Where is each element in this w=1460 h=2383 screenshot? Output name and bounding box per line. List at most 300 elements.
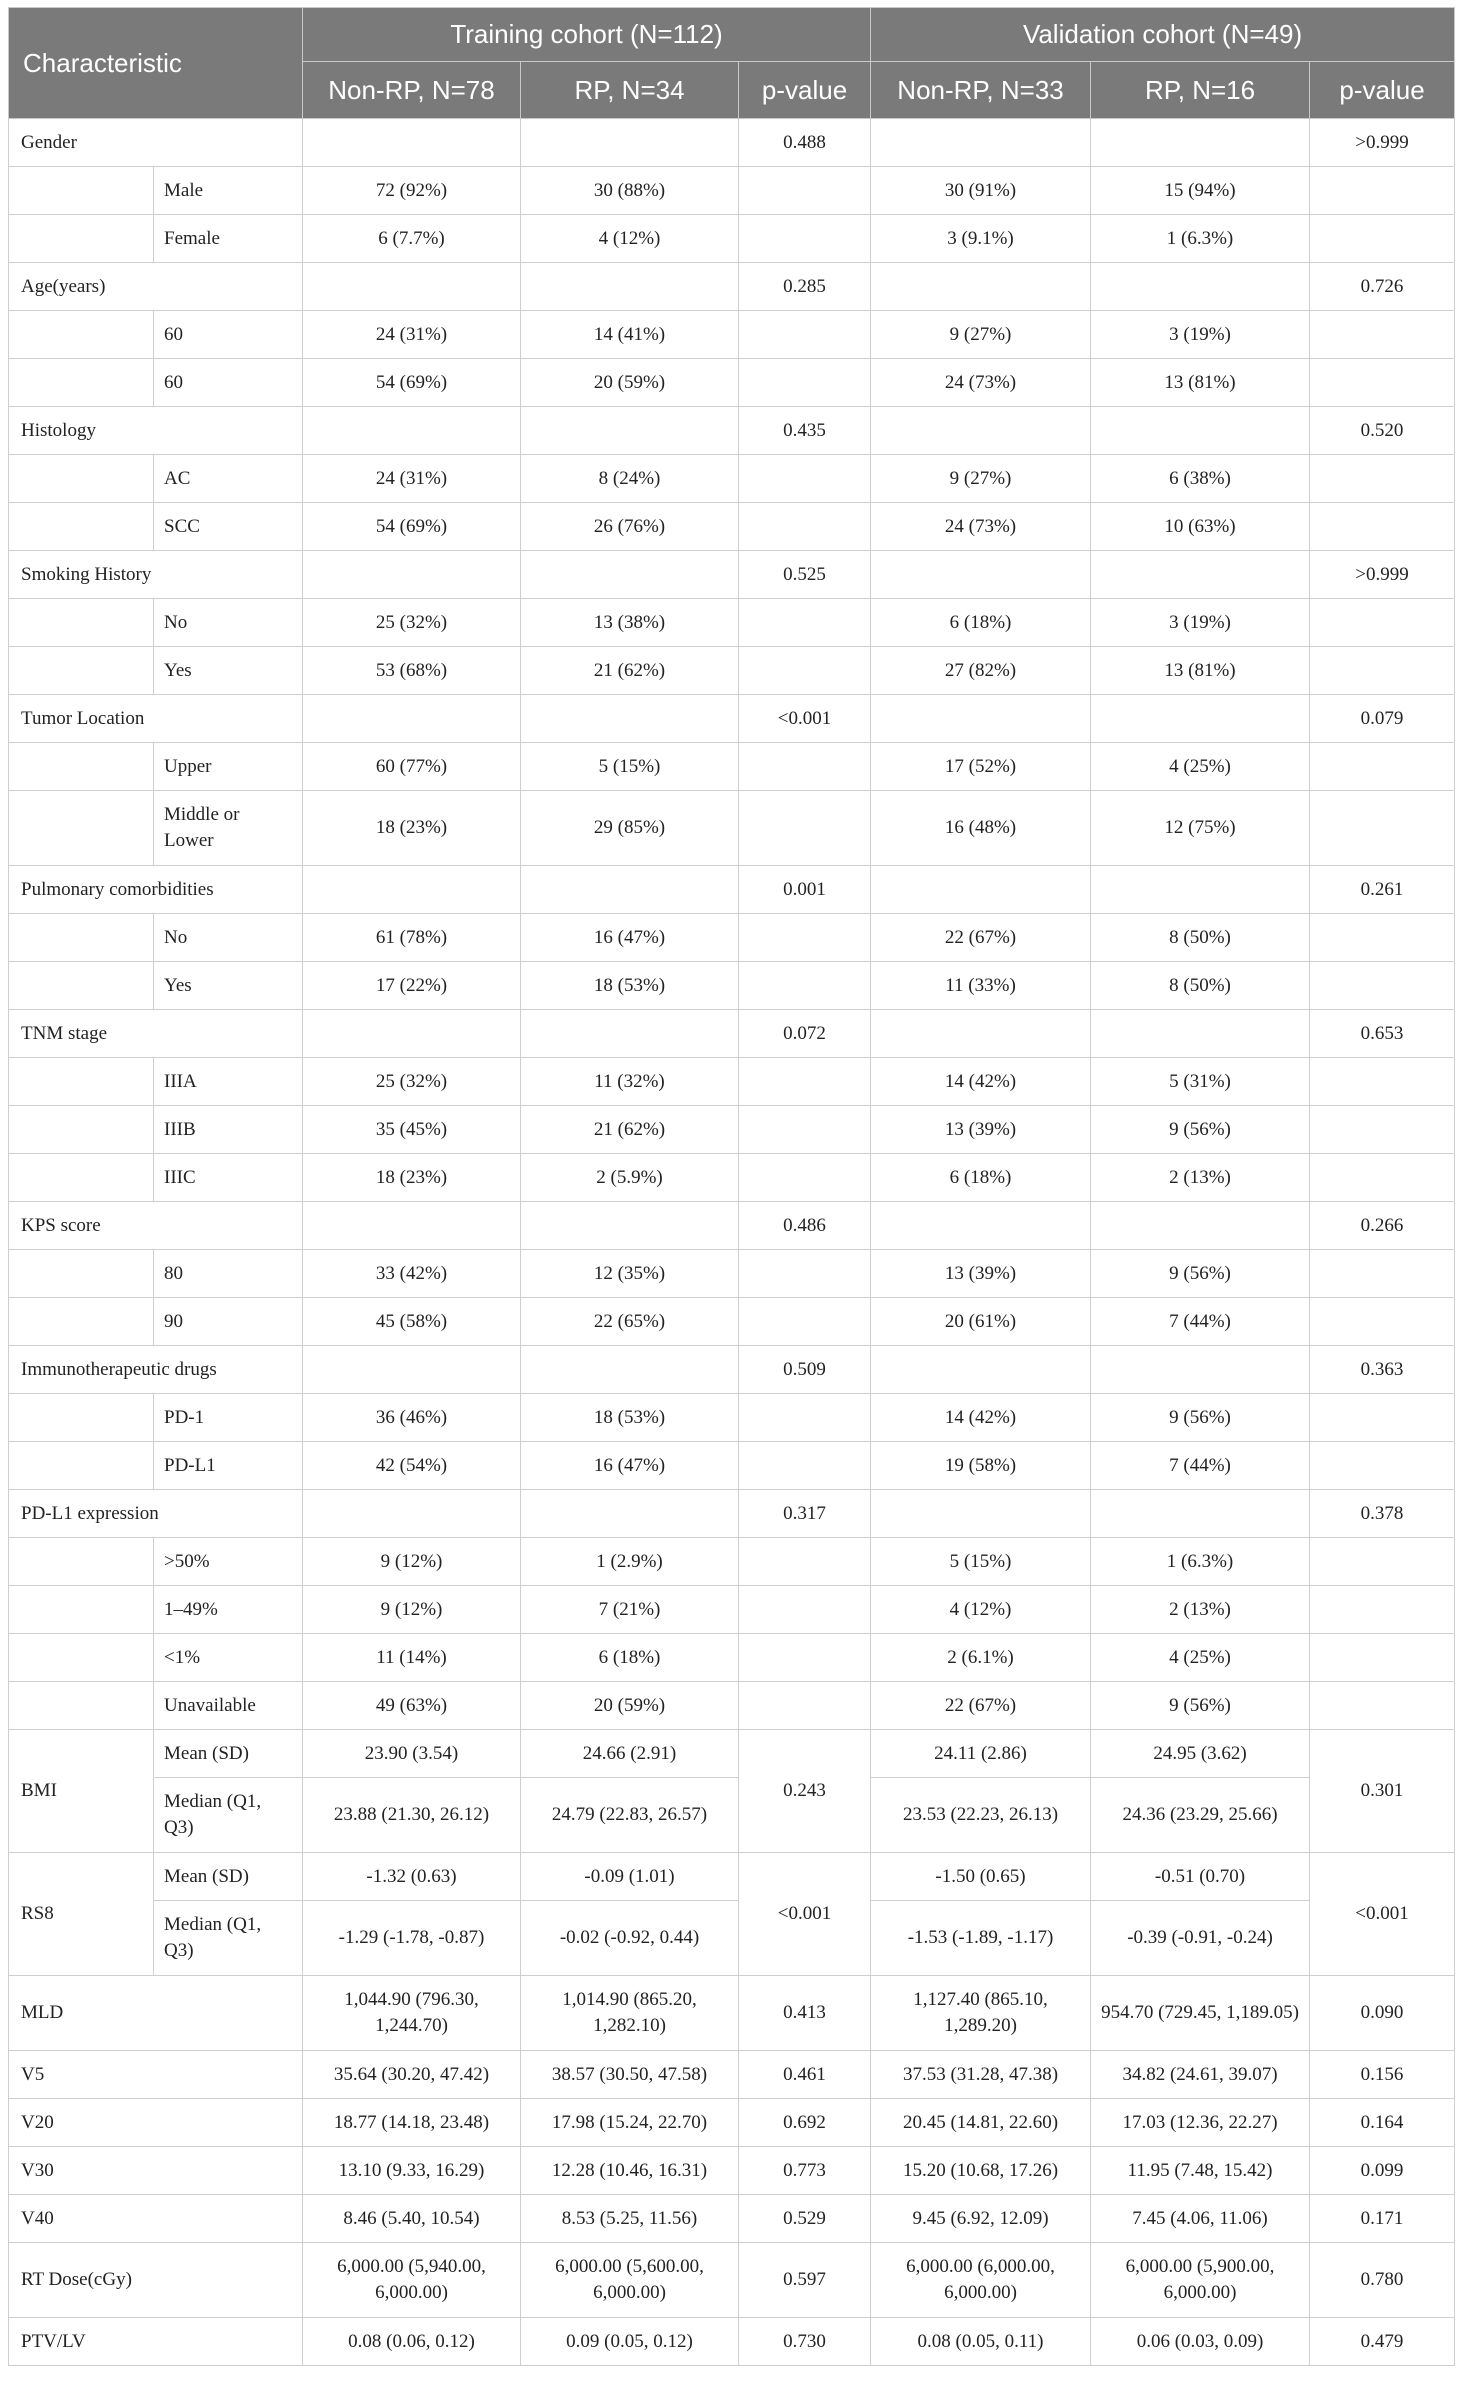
- empty-cell: [521, 1346, 739, 1394]
- validation-rp-value: 24.95 (3.62): [1091, 1730, 1310, 1778]
- validation-nonrp-value: 6,000.00 (6,000.00, 6,000.00): [871, 2243, 1091, 2318]
- validation-rp-value: 8 (50%): [1091, 914, 1310, 962]
- validation-nonrp-value: 0.08 (0.05, 0.11): [871, 2318, 1091, 2366]
- validation-rp-value: 7 (44%): [1091, 1298, 1310, 1346]
- training-rp-value: 6 (18%): [521, 1634, 739, 1682]
- empty-cell: [1310, 1058, 1455, 1106]
- training-nonrp-value: 6,000.00 (5,940.00, 6,000.00): [303, 2243, 521, 2318]
- training-nonrp-value: 72 (92%): [303, 167, 521, 215]
- table-row: [9, 695, 1455, 743]
- empty-cell: [871, 1010, 1091, 1058]
- validation-p-value: 0.479: [1310, 2318, 1455, 2366]
- training-rp-value: 17.98 (15.24, 22.70): [521, 2099, 739, 2147]
- validation-rp-value: 24.36 (23.29, 25.66): [1091, 1778, 1310, 1853]
- training-rp-value: 1,014.90 (865.20, 1,282.10): [521, 1976, 739, 2051]
- subcategory-label: Female: [154, 215, 303, 263]
- empty-cell: [871, 866, 1091, 914]
- training-nonrp-value: 9 (12%): [303, 1538, 521, 1586]
- validation-p-value: 0.378: [1310, 1490, 1455, 1538]
- empty-cell: [739, 1586, 871, 1634]
- table-row: [9, 1976, 1455, 2051]
- training-p-value: 0.461: [739, 2051, 871, 2099]
- training-rp-value: -0.02 (-0.92, 0.44): [521, 1901, 739, 1976]
- validation-rp-value: 6 (38%): [1091, 455, 1310, 503]
- training-rp-value: 2 (5.9%): [521, 1154, 739, 1202]
- table-row: [9, 263, 1455, 311]
- empty-cell: [739, 791, 871, 866]
- indent-cell: [9, 167, 154, 215]
- table-row: [9, 215, 1455, 263]
- empty-cell: [1091, 407, 1310, 455]
- empty-cell: [303, 119, 521, 167]
- training-nonrp-value: 0.08 (0.06, 0.12): [303, 2318, 521, 2366]
- training-nonrp-value: 6 (7.7%): [303, 215, 521, 263]
- table-body: [9, 119, 1455, 2366]
- training-rp-value: 20 (59%): [521, 1682, 739, 1730]
- empty-cell: [871, 695, 1091, 743]
- training-nonrp-value: 61 (78%): [303, 914, 521, 962]
- validation-p-value: 0.301: [1310, 1730, 1455, 1853]
- validation-p-value: 0.780: [1310, 2243, 1455, 2318]
- table-row: [9, 647, 1455, 695]
- empty-cell: [871, 1202, 1091, 1250]
- training-rp-value: 16 (47%): [521, 914, 739, 962]
- table-row: [9, 1853, 1455, 1901]
- category-label: BMI: [9, 1730, 154, 1853]
- training-p-value: <0.001: [739, 695, 871, 743]
- training-rp-value: 24.66 (2.91): [521, 1730, 739, 1778]
- subcategory-label: Male: [154, 167, 303, 215]
- table-row: [9, 2243, 1455, 2318]
- validation-rp-value: 4 (25%): [1091, 1634, 1310, 1682]
- empty-cell: [739, 914, 871, 962]
- indent-cell: [9, 647, 154, 695]
- table-row: [9, 743, 1455, 791]
- empty-cell: [1310, 1442, 1455, 1490]
- validation-rp-value: 2 (13%): [1091, 1586, 1310, 1634]
- training-p-value: 0.072: [739, 1010, 871, 1058]
- empty-cell: [303, 1490, 521, 1538]
- table-row: [9, 1538, 1455, 1586]
- validation-nonrp-value: 24 (73%): [871, 359, 1091, 407]
- empty-cell: [739, 455, 871, 503]
- training-rp-value: 1 (2.9%): [521, 1538, 739, 1586]
- indent-cell: [9, 1106, 154, 1154]
- table-row: [9, 1778, 1455, 1853]
- category-label: V20: [9, 2099, 303, 2147]
- table-row: [9, 2195, 1455, 2243]
- validation-p-value: 0.726: [1310, 263, 1455, 311]
- empty-cell: [739, 743, 871, 791]
- validation-nonrp-value: 22 (67%): [871, 1682, 1091, 1730]
- validation-p-value: 0.266: [1310, 1202, 1455, 1250]
- validation-rp-value: -0.39 (-0.91, -0.24): [1091, 1901, 1310, 1976]
- header-characteristic: Characteristic: [9, 8, 303, 119]
- header-col-training-rp: RP, N=34: [521, 62, 739, 119]
- empty-cell: [1091, 1490, 1310, 1538]
- empty-cell: [303, 1202, 521, 1250]
- header-col-training-nonrp: Non-RP, N=78: [303, 62, 521, 119]
- empty-cell: [871, 1346, 1091, 1394]
- validation-nonrp-value: 4 (12%): [871, 1586, 1091, 1634]
- subcategory-label: PD-L1: [154, 1442, 303, 1490]
- empty-cell: [1310, 914, 1455, 962]
- subcategory-label: Median (Q1, Q3): [154, 1778, 303, 1853]
- empty-cell: [871, 407, 1091, 455]
- validation-nonrp-value: 14 (42%): [871, 1394, 1091, 1442]
- training-nonrp-value: 42 (54%): [303, 1442, 521, 1490]
- header-col-validation-nonrp: Non-RP, N=33: [871, 62, 1091, 119]
- training-rp-value: 22 (65%): [521, 1298, 739, 1346]
- validation-p-value: 0.164: [1310, 2099, 1455, 2147]
- table-row: [9, 1901, 1455, 1976]
- indent-cell: [9, 1394, 154, 1442]
- training-nonrp-value: 25 (32%): [303, 599, 521, 647]
- empty-cell: [1310, 743, 1455, 791]
- validation-nonrp-value: 15.20 (10.68, 17.26): [871, 2147, 1091, 2195]
- subcategory-label: Upper: [154, 743, 303, 791]
- empty-cell: [303, 1346, 521, 1394]
- training-nonrp-value: 35 (45%): [303, 1106, 521, 1154]
- table-row: [9, 551, 1455, 599]
- training-nonrp-value: -1.29 (-1.78, -0.87): [303, 1901, 521, 1976]
- validation-nonrp-value: 9 (27%): [871, 311, 1091, 359]
- indent-cell: [9, 359, 154, 407]
- validation-nonrp-value: 20 (61%): [871, 1298, 1091, 1346]
- empty-cell: [871, 1490, 1091, 1538]
- validation-nonrp-value: 6 (18%): [871, 1154, 1091, 1202]
- training-rp-value: 26 (76%): [521, 503, 739, 551]
- table-row: [9, 1058, 1455, 1106]
- training-rp-value: 12 (35%): [521, 1250, 739, 1298]
- empty-cell: [739, 1394, 871, 1442]
- empty-cell: [303, 407, 521, 455]
- validation-rp-value: 3 (19%): [1091, 599, 1310, 647]
- subcategory-label: No: [154, 914, 303, 962]
- validation-rp-value: 9 (56%): [1091, 1394, 1310, 1442]
- validation-rp-value: 954.70 (729.45, 1,189.05): [1091, 1976, 1310, 2051]
- validation-p-value: 0.099: [1310, 2147, 1455, 2195]
- empty-cell: [739, 1682, 871, 1730]
- training-rp-value: 13 (38%): [521, 599, 739, 647]
- training-rp-value: 24.79 (22.83, 26.57): [521, 1778, 739, 1853]
- validation-p-value: 0.363: [1310, 1346, 1455, 1394]
- validation-rp-value: 8 (50%): [1091, 962, 1310, 1010]
- indent-cell: [9, 311, 154, 359]
- header-col-validation-pvalue: p-value: [1310, 62, 1455, 119]
- validation-rp-value: 5 (31%): [1091, 1058, 1310, 1106]
- table-row: [9, 503, 1455, 551]
- validation-nonrp-value: 24.11 (2.86): [871, 1730, 1091, 1778]
- category-label: MLD: [9, 1976, 303, 2051]
- empty-cell: [739, 503, 871, 551]
- table-row: [9, 1106, 1455, 1154]
- category-label: V30: [9, 2147, 303, 2195]
- empty-cell: [1091, 263, 1310, 311]
- training-p-value: 0.285: [739, 263, 871, 311]
- empty-cell: [1310, 1250, 1455, 1298]
- training-rp-value: 38.57 (30.50, 47.58): [521, 2051, 739, 2099]
- category-label: Immunotherapeutic drugs: [9, 1346, 303, 1394]
- training-rp-value: 14 (41%): [521, 311, 739, 359]
- empty-cell: [739, 1634, 871, 1682]
- header-col-validation-rp: RP, N=16: [1091, 62, 1310, 119]
- validation-nonrp-value: 9 (27%): [871, 455, 1091, 503]
- training-nonrp-value: -1.32 (0.63): [303, 1853, 521, 1901]
- empty-cell: [521, 1202, 739, 1250]
- training-p-value: 0.773: [739, 2147, 871, 2195]
- empty-cell: [521, 551, 739, 599]
- empty-cell: [1310, 1298, 1455, 1346]
- table-row: [9, 1154, 1455, 1202]
- table-row: [9, 1586, 1455, 1634]
- validation-p-value: 0.520: [1310, 407, 1455, 455]
- empty-cell: [1310, 215, 1455, 263]
- validation-rp-value: 15 (94%): [1091, 167, 1310, 215]
- subcategory-label: SCC: [154, 503, 303, 551]
- subcategory-label: IIIB: [154, 1106, 303, 1154]
- empty-cell: [739, 647, 871, 695]
- training-p-value: 0.001: [739, 866, 871, 914]
- training-nonrp-value: 49 (63%): [303, 1682, 521, 1730]
- validation-rp-value: 13 (81%): [1091, 647, 1310, 695]
- category-label: Histology: [9, 407, 303, 455]
- validation-nonrp-value: 17 (52%): [871, 743, 1091, 791]
- subcategory-label: 1–49%: [154, 1586, 303, 1634]
- category-label: V5: [9, 2051, 303, 2099]
- training-nonrp-value: 24 (31%): [303, 311, 521, 359]
- table-row: [9, 791, 1455, 866]
- validation-rp-value: 10 (63%): [1091, 503, 1310, 551]
- validation-nonrp-value: 23.53 (22.23, 26.13): [871, 1778, 1091, 1853]
- training-rp-value: 11 (32%): [521, 1058, 739, 1106]
- validation-nonrp-value: -1.53 (-1.89, -1.17): [871, 1901, 1091, 1976]
- empty-cell: [1310, 1538, 1455, 1586]
- validation-nonrp-value: 30 (91%): [871, 167, 1091, 215]
- empty-cell: [1091, 695, 1310, 743]
- empty-cell: [739, 1106, 871, 1154]
- validation-nonrp-value: 14 (42%): [871, 1058, 1091, 1106]
- table-row: [9, 1634, 1455, 1682]
- empty-cell: [739, 311, 871, 359]
- validation-p-value: 0.090: [1310, 1976, 1455, 2051]
- header-col-training-pvalue: p-value: [739, 62, 871, 119]
- subcategory-label: IIIC: [154, 1154, 303, 1202]
- training-rp-value: 5 (15%): [521, 743, 739, 791]
- empty-cell: [521, 263, 739, 311]
- table-row: [9, 407, 1455, 455]
- table-row: [9, 1730, 1455, 1778]
- empty-cell: [1310, 1106, 1455, 1154]
- training-p-value: 0.243: [739, 1730, 871, 1853]
- indent-cell: [9, 1298, 154, 1346]
- subcategory-label: Median (Q1, Q3): [154, 1901, 303, 1976]
- training-nonrp-value: 13.10 (9.33, 16.29): [303, 2147, 521, 2195]
- validation-nonrp-value: 13 (39%): [871, 1250, 1091, 1298]
- empty-cell: [739, 1538, 871, 1586]
- validation-rp-value: 13 (81%): [1091, 359, 1310, 407]
- header-training-cohort: Training cohort (N=112): [303, 8, 871, 62]
- indent-cell: [9, 962, 154, 1010]
- table-row: [9, 2051, 1455, 2099]
- training-nonrp-value: 9 (12%): [303, 1586, 521, 1634]
- category-label: Tumor Location: [9, 695, 303, 743]
- empty-cell: [1310, 1682, 1455, 1730]
- table-row: [9, 1490, 1455, 1538]
- table-row: [9, 1394, 1455, 1442]
- training-nonrp-value: 24 (31%): [303, 455, 521, 503]
- empty-cell: [1310, 359, 1455, 407]
- table-row: [9, 167, 1455, 215]
- validation-nonrp-value: 11 (33%): [871, 962, 1091, 1010]
- validation-rp-value: 11.95 (7.48, 15.42): [1091, 2147, 1310, 2195]
- training-nonrp-value: 18 (23%): [303, 791, 521, 866]
- training-nonrp-value: 8.46 (5.40, 10.54): [303, 2195, 521, 2243]
- training-nonrp-value: 36 (46%): [303, 1394, 521, 1442]
- training-rp-value: 8 (24%): [521, 455, 739, 503]
- validation-rp-value: 2 (13%): [1091, 1154, 1310, 1202]
- subcategory-label: 80: [154, 1250, 303, 1298]
- table-row: [9, 962, 1455, 1010]
- training-rp-value: -0.09 (1.01): [521, 1853, 739, 1901]
- validation-rp-value: -0.51 (0.70): [1091, 1853, 1310, 1901]
- category-label: RT Dose(cGy): [9, 2243, 303, 2318]
- empty-cell: [739, 215, 871, 263]
- training-rp-value: 18 (53%): [521, 962, 739, 1010]
- validation-p-value: >0.999: [1310, 551, 1455, 599]
- validation-p-value: <0.001: [1310, 1853, 1455, 1976]
- validation-rp-value: 3 (19%): [1091, 311, 1310, 359]
- table-row: [9, 1010, 1455, 1058]
- empty-cell: [1091, 866, 1310, 914]
- training-rp-value: 29 (85%): [521, 791, 739, 866]
- training-rp-value: 0.09 (0.05, 0.12): [521, 2318, 739, 2366]
- validation-nonrp-value: 3 (9.1%): [871, 215, 1091, 263]
- validation-rp-value: 9 (56%): [1091, 1106, 1310, 1154]
- validation-rp-value: 0.06 (0.03, 0.09): [1091, 2318, 1310, 2366]
- training-rp-value: 12.28 (10.46, 16.31): [521, 2147, 739, 2195]
- empty-cell: [739, 359, 871, 407]
- indent-cell: [9, 1058, 154, 1106]
- table-row: [9, 914, 1455, 962]
- validation-nonrp-value: 37.53 (31.28, 47.38): [871, 2051, 1091, 2099]
- validation-rp-value: 6,000.00 (5,900.00, 6,000.00): [1091, 2243, 1310, 2318]
- training-nonrp-value: 18.77 (14.18, 23.48): [303, 2099, 521, 2147]
- empty-cell: [1310, 1154, 1455, 1202]
- validation-p-value: >0.999: [1310, 119, 1455, 167]
- indent-cell: [9, 1682, 154, 1730]
- subcategory-label: >50%: [154, 1538, 303, 1586]
- subcategory-label: Yes: [154, 647, 303, 695]
- training-p-value: 0.435: [739, 407, 871, 455]
- empty-cell: [739, 599, 871, 647]
- validation-nonrp-value: 13 (39%): [871, 1106, 1091, 1154]
- training-rp-value: 8.53 (5.25, 11.56): [521, 2195, 739, 2243]
- category-label: PTV/LV: [9, 2318, 303, 2366]
- subcategory-label: PD-1: [154, 1394, 303, 1442]
- validation-rp-value: 7 (44%): [1091, 1442, 1310, 1490]
- empty-cell: [1310, 503, 1455, 551]
- empty-cell: [1310, 791, 1455, 866]
- empty-cell: [739, 962, 871, 1010]
- training-rp-value: 16 (47%): [521, 1442, 739, 1490]
- subcategory-label: Middle or Lower: [154, 791, 303, 866]
- empty-cell: [1310, 1586, 1455, 1634]
- validation-rp-value: 17.03 (12.36, 22.27): [1091, 2099, 1310, 2147]
- category-label: Age(years): [9, 263, 303, 311]
- table-row: [9, 311, 1455, 359]
- validation-nonrp-value: 24 (73%): [871, 503, 1091, 551]
- empty-cell: [521, 407, 739, 455]
- table-row: [9, 2318, 1455, 2366]
- characteristics-table: [8, 7, 1455, 2366]
- training-nonrp-value: 35.64 (30.20, 47.42): [303, 2051, 521, 2099]
- training-nonrp-value: 54 (69%): [303, 503, 521, 551]
- validation-nonrp-value: 5 (15%): [871, 1538, 1091, 1586]
- table-row: [9, 1298, 1455, 1346]
- validation-p-value: 0.653: [1310, 1010, 1455, 1058]
- subcategory-label: <1%: [154, 1634, 303, 1682]
- training-nonrp-value: 53 (68%): [303, 647, 521, 695]
- training-rp-value: 20 (59%): [521, 359, 739, 407]
- empty-cell: [1310, 455, 1455, 503]
- subcategory-label: 60: [154, 359, 303, 407]
- empty-cell: [739, 167, 871, 215]
- subcategory-label: AC: [154, 455, 303, 503]
- empty-cell: [1310, 1634, 1455, 1682]
- category-label: TNM stage: [9, 1010, 303, 1058]
- empty-cell: [1310, 311, 1455, 359]
- validation-nonrp-value: 20.45 (14.81, 22.60): [871, 2099, 1091, 2147]
- table-row: [9, 1442, 1455, 1490]
- indent-cell: [9, 1442, 154, 1490]
- training-nonrp-value: 18 (23%): [303, 1154, 521, 1202]
- training-rp-value: 7 (21%): [521, 1586, 739, 1634]
- table-header: [9, 8, 1455, 119]
- training-p-value: 0.529: [739, 2195, 871, 2243]
- empty-cell: [739, 1250, 871, 1298]
- table-row: [9, 1202, 1455, 1250]
- training-rp-value: 21 (62%): [521, 1106, 739, 1154]
- table-row: [9, 359, 1455, 407]
- indent-cell: [9, 1250, 154, 1298]
- empty-cell: [871, 119, 1091, 167]
- empty-cell: [1091, 119, 1310, 167]
- training-nonrp-value: 11 (14%): [303, 1634, 521, 1682]
- table-row: [9, 1250, 1455, 1298]
- training-p-value: 0.413: [739, 1976, 871, 2051]
- indent-cell: [9, 455, 154, 503]
- empty-cell: [739, 1442, 871, 1490]
- subcategory-label: Mean (SD): [154, 1730, 303, 1778]
- training-nonrp-value: 25 (32%): [303, 1058, 521, 1106]
- category-label: PD-L1 expression: [9, 1490, 303, 1538]
- validation-rp-value: 4 (25%): [1091, 743, 1310, 791]
- training-p-value: 0.488: [739, 119, 871, 167]
- empty-cell: [303, 263, 521, 311]
- indent-cell: [9, 743, 154, 791]
- indent-cell: [9, 1154, 154, 1202]
- validation-rp-value: 1 (6.3%): [1091, 1538, 1310, 1586]
- empty-cell: [521, 1490, 739, 1538]
- training-p-value: 0.730: [739, 2318, 871, 2366]
- empty-cell: [303, 695, 521, 743]
- training-rp-value: 21 (62%): [521, 647, 739, 695]
- validation-rp-value: 7.45 (4.06, 11.06): [1091, 2195, 1310, 2243]
- subcategory-label: No: [154, 599, 303, 647]
- training-p-value: <0.001: [739, 1853, 871, 1976]
- empty-cell: [521, 866, 739, 914]
